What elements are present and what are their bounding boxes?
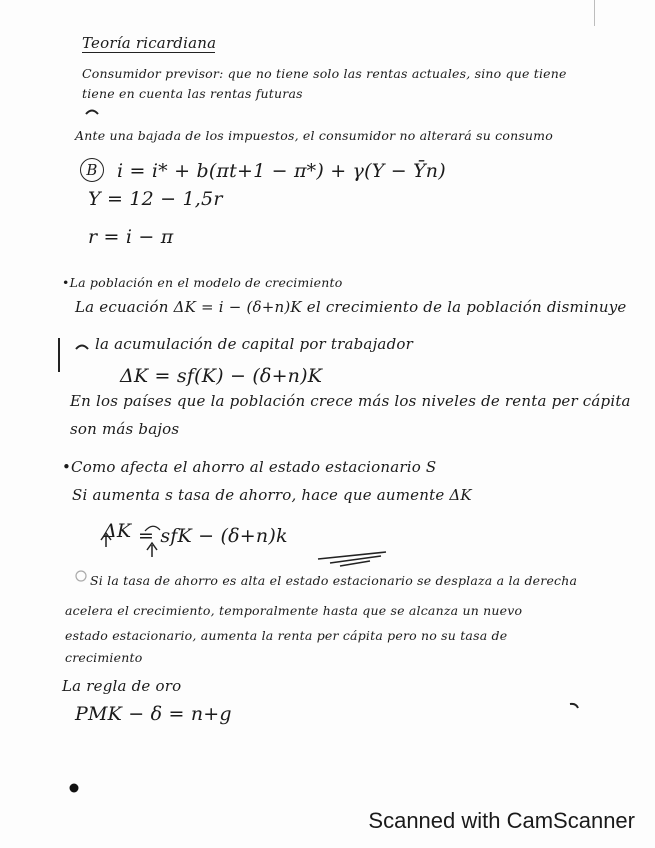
curve-under-s (145, 526, 160, 531)
scribble (318, 552, 386, 566)
equation-taylor-rule: i = i* + b(πt+1 − π*) + γ(Y − Ȳn) (117, 160, 446, 182)
line-consumer-1: Consumidor previsor: que no tiene solo las rentas actuales, sino que tiene (82, 66, 567, 81)
equation-golden-rule: PMK − δ = n+g (75, 703, 232, 725)
line-consumer-2: tiene en cuenta las rentas futuras (82, 86, 303, 101)
ink-dot (70, 784, 79, 793)
line-saving-rate: Si aumenta s tasa de ahorro, hace que aumente ΔK (72, 486, 472, 504)
line-tax-cut: Ante una bajada de los impuestos, el consumidor no alterará su consumo (75, 128, 553, 143)
tick-mark (570, 704, 578, 708)
line-lower: son más bajos (70, 420, 180, 438)
up-arrow-2 (147, 543, 157, 557)
line-capital-per-worker: la acumulación de capital por trabajador (95, 335, 413, 353)
equation-is-curve: Y = 12 − 1,5r (88, 188, 223, 210)
equation-real-rate: r = i − π (88, 226, 174, 248)
up-arrow-1 (101, 533, 111, 547)
eq-saving-lhs: ΔK (103, 520, 132, 542)
camscanner-watermark: Scanned with CamScanner (368, 808, 635, 833)
faint-circle (76, 571, 86, 581)
section-saving: •Como afecta el ahorro al estado estacionario S (62, 458, 437, 476)
section-population: •La población en el modelo de crecimiento (62, 275, 343, 290)
caret-mark-1 (86, 111, 98, 115)
section-golden-rule: La regla de oro (62, 677, 182, 695)
line-steady-state: estado estacionario, aumenta la renta per cápita pero no su tasa de (65, 628, 508, 643)
eq-label-circle: B (80, 158, 104, 182)
equation-capital-accumulation: ΔK = sf(K) − (δ+n)K (120, 365, 323, 387)
caret-mark-2 (76, 346, 88, 350)
line-population-eq: La ecuación ΔK = i − (δ+n)K el crecimiento de la población disminuye (75, 298, 627, 316)
line-accelerate: acelera el crecimiento, temporalmente hasta que se alcanza un nuevo (65, 603, 523, 618)
notes-title: Teoría ricardiana (82, 34, 217, 52)
equation-saving: = sfK − (δ+n)k (138, 525, 288, 547)
line-countries: En los países que la población crece más los niveles de renta per cápita (70, 392, 631, 410)
line-growth: crecimiento (65, 650, 143, 665)
line-high-saving: Si la tasa de ahorro es alta el estado estacionario se desplaza a la derecha (90, 573, 578, 588)
